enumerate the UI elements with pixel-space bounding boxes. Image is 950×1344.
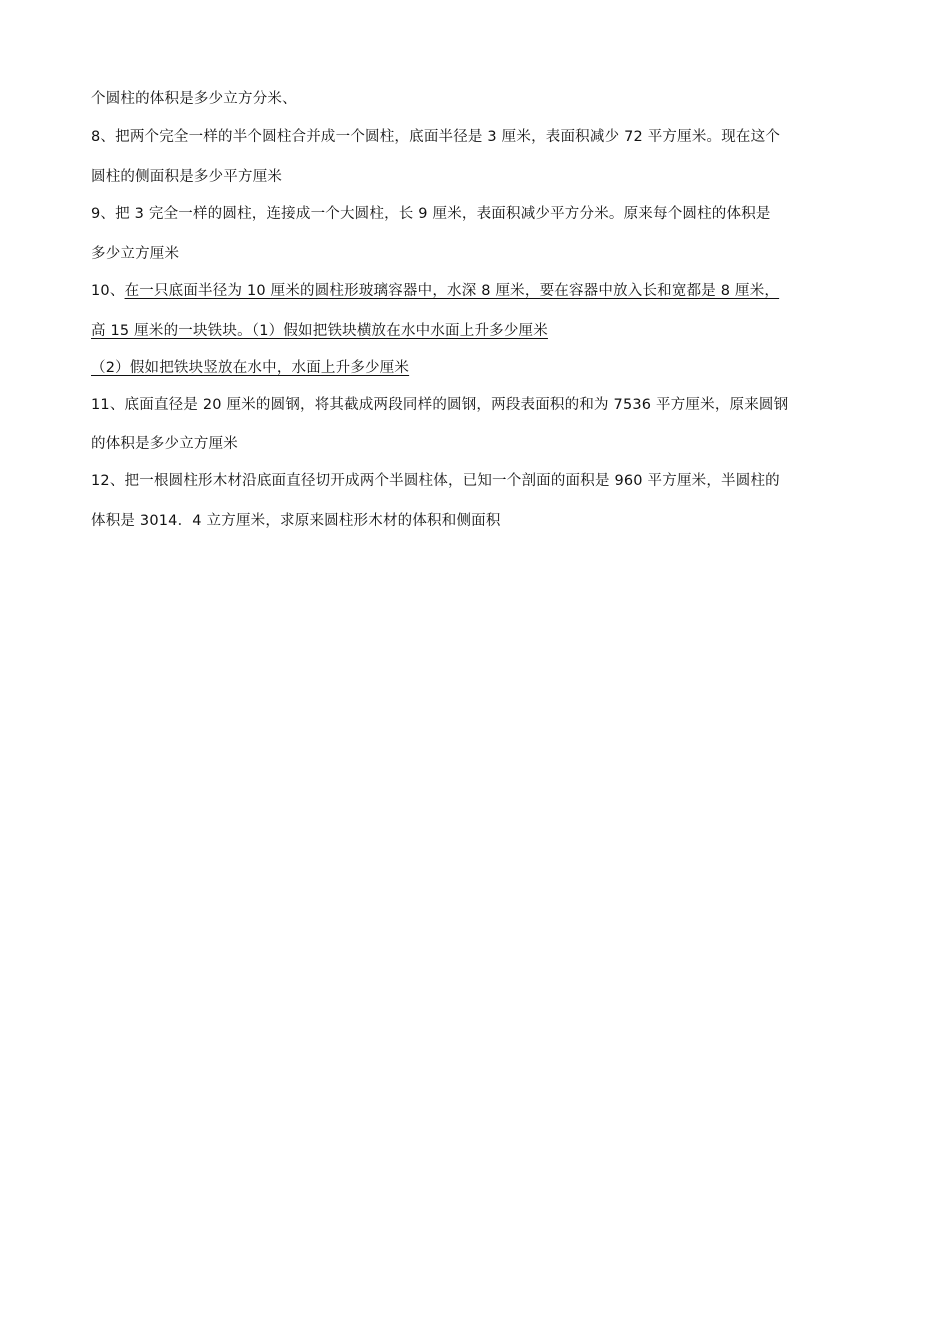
question-10-line-2: 高 15 厘米的一块铁块。（1）假如把铁块横放在水中水面上升多少厘米 [91, 323, 548, 339]
question-10-line-3: （2）假如把铁块竖放在水中，水面上升多少厘米 [91, 360, 410, 376]
text-line-1: 个圆柱的体积是多少立方分米、 [91, 91, 297, 107]
question-11-line-1: 11、底面直径是 20 厘米的圆钢，将其截成两段同样的圆钢，两段表面积的和为 7536 平方厘米，原来圆钢 [91, 397, 789, 413]
question-8-line-1: 8、把两个完全一样的半个圆柱合并成一个圆柱，底面半径是 3 厘米，表面积减少 72 平方厘米。现在这个 [91, 129, 781, 145]
question-11-line-2: 的体积是多少立方厘米 [91, 436, 238, 452]
question-10-underlined-text: 在一只底面半径为 10 厘米的圆柱形玻璃容器中，水深 8 厘米，要在容器中放入长和宽都是 8 厘米， [124, 283, 780, 299]
question-9-line-2: 多少立方厘米 [91, 246, 180, 262]
question-12-line-1: 12、把一根圆柱形木材沿底面直径切开成两个半圆柱体，已知一个剖面的面积是 960 平方厘米，半圆柱的 [91, 473, 780, 489]
question-10-number: 10、 [91, 283, 125, 299]
question-12-line-2: 体积是 3014．4 立方厘米，求原来圆柱形木材的体积和侧面积 [91, 513, 501, 529]
question-10-line-1 [91, 281, 779, 301]
question-9-line-1: 9、把 3 完全一样的圆柱，连接成一个大圆柱，长 9 厘米，表面积减少平方分米。原来每个圆柱的体积是 [91, 206, 771, 222]
question-8-line-2: 圆柱的侧面积是多少平方厘米 [91, 169, 283, 185]
